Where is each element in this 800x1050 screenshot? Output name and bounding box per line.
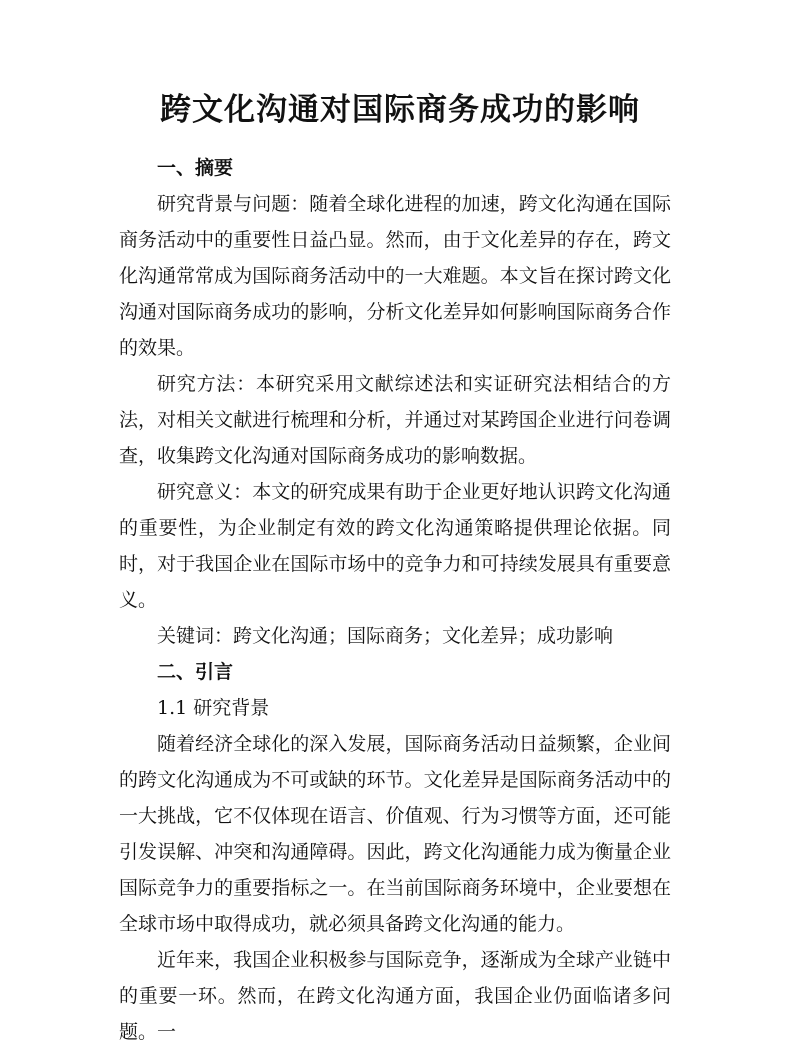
abstract-paragraph-significance: 研究意义：本文的研究成果有助于企业更好地认识跨文化沟通的重要性，为企业制定有效的跨文化沟通策略提供理论依据。同时，对于我国企业在国际市场中的竞争力和可持续发展具有重要意义。 xyxy=(119,481,671,611)
intro-heading: 二、引言 xyxy=(157,661,234,683)
abstract-paragraph-background: 研究背景与问题：随着全球化进程的加速，跨文化沟通在国际商务活动中的重要性日益凸显。然而，由于文化差异的存在，跨文化沟通常常成为国际商务活动中的一大难题。本文旨在探讨跨文化沟通对国际商务成功的影响，分析文化差异如何影响国际商务合作的效果。 xyxy=(119,193,671,359)
document-title: 跨文化沟通对国际商务成功的影响 xyxy=(160,92,640,128)
abstract-paragraph-method: 研究方法：本研究采用文献综述法和实证研究法相结合的方法，对相关文献进行梳理和分析，并通过对某跨国企业进行问卷调查，收集跨文化沟通对国际商务成功的影响数据。 xyxy=(119,373,671,467)
intro-subheading: 1.1 研究背景 xyxy=(157,697,270,719)
document-body xyxy=(119,150,671,1050)
intro-paragraph-2: 近年来，我国企业积极参与国际竞争，逐渐成为全球产业链中的重要一环。然而，在跨文化沟通方面，我国企业仍面临诸多问题。一 xyxy=(119,949,671,1043)
keywords-line: 关键词：跨文化沟通；国际商务；文化差异；成功影响 xyxy=(157,625,614,647)
intro-paragraph-1: 随着经济全球化的深入发展，国际商务活动日益频繁，企业间的跨文化沟通成为不可或缺的环节。文化差异是国际商务活动中的一大挑战，它不仅体现在语言、价值观、行为习惯等方面，还可能引发误解、冲突和沟通障碍。因此，跨文化沟通能力成为衡量企业国际竞争力的重要指标之一。在当前国际商务环境中，企业要想在全球市场中取得成功，就必须具备跨文化沟通的能力。 xyxy=(119,733,671,935)
abstract-heading: 一、摘要 xyxy=(157,157,234,179)
